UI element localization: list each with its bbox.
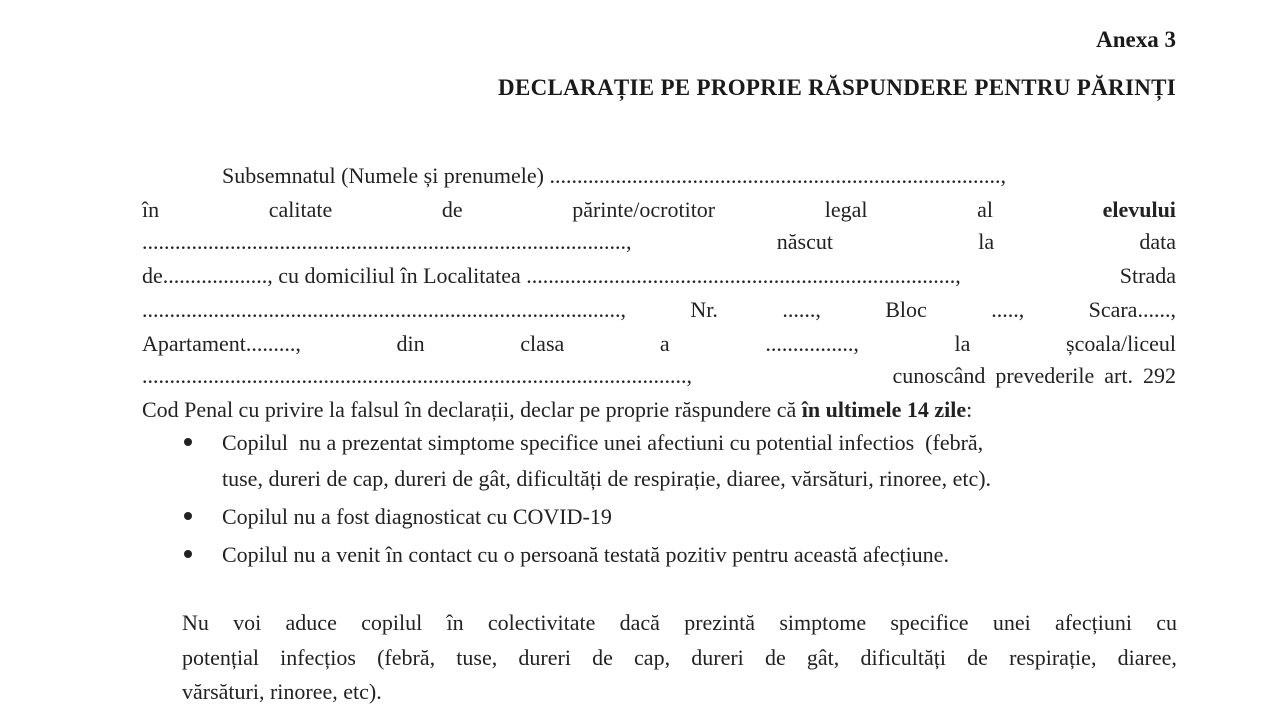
word: afecțiuni (1054, 610, 1132, 635)
form-line-address (142, 296, 1176, 324)
word: cunoscând (892, 363, 986, 388)
word-bold: elevului (1102, 197, 1176, 222)
word: simptome (779, 610, 867, 635)
word: dacă (619, 610, 660, 635)
number-blank: ......, (782, 297, 821, 322)
word: Bloc (885, 297, 927, 322)
word: diaree, (1117, 645, 1177, 670)
word: Nu (182, 610, 209, 635)
word: a (659, 331, 670, 356)
declaration-bold: în ultimele 14 zile (801, 397, 967, 422)
word: tuse, (456, 645, 498, 670)
birthdate-locality-blank: de..................., cu domiciliul în Localitatea .............................................................................., (142, 263, 961, 288)
bullet-1-line-1: Copilul nu a prezentat simptome specifice unei afectiuni cu potential infectios (febră, (222, 430, 984, 455)
word: prezintă (684, 610, 756, 635)
closing-line-2 (182, 644, 1177, 672)
word: al (977, 197, 993, 222)
word: legal (824, 197, 868, 222)
word: din (396, 331, 425, 356)
word: 292 (1143, 363, 1176, 388)
word: colectivitate (487, 610, 596, 635)
word: infecțios (280, 645, 356, 670)
bullet-3: Copilul nu a venit în contact cu o persoană testată pozitiv pentru această afecțiune. (222, 542, 949, 567)
student-name-blank: ........................................................................................, (142, 229, 632, 254)
bullet-2: Copilul nu a fost diagnosticat cu COVID-19 (222, 504, 612, 529)
class-blank: ................, (765, 331, 859, 356)
word: aduce (285, 610, 337, 635)
word: Nr. (690, 297, 718, 322)
word: (febră, (377, 645, 436, 670)
word: cap, (634, 645, 671, 670)
word: în (446, 610, 464, 635)
word: specifice (890, 610, 969, 635)
word: Strada (1119, 263, 1176, 288)
word: cu (1156, 610, 1177, 635)
word-group (893, 362, 1177, 390)
block-blank: ....., (991, 297, 1025, 322)
word: de (592, 645, 613, 670)
word: voi (233, 610, 262, 635)
word: dureri (518, 645, 571, 670)
form-line-class (142, 330, 1176, 358)
form-line-student (142, 228, 1176, 256)
word: dureri (691, 645, 744, 670)
annex-label: Anexa 3 (1096, 27, 1176, 52)
word: respirație, (1009, 645, 1097, 670)
word: dificultăți (860, 645, 946, 670)
word: școala/liceul (1066, 331, 1176, 356)
word: gât, (806, 645, 840, 670)
word: la (954, 331, 971, 356)
word: născut (776, 229, 833, 254)
word: clasa (520, 331, 565, 356)
word: în (142, 197, 160, 222)
word: de (967, 645, 988, 670)
declaration-text: Cod Penal cu privire la falsul în declarații, declar pe proprie răspundere că (142, 397, 802, 422)
word: de (441, 197, 463, 222)
form-line-domicile (142, 262, 1176, 290)
form-line-quality (142, 196, 1176, 224)
apartment-blank: Apartament........., (142, 331, 301, 356)
word: la (978, 229, 995, 254)
word: părinte/ocrotitor (572, 197, 716, 222)
word: potențial (182, 645, 259, 670)
word: prevederile (995, 363, 1095, 388)
closing-line-1 (182, 609, 1177, 637)
word: art. (1104, 363, 1133, 388)
form-line-name: Subsemnatul (Numele și prenumele) .................................................................................., (222, 163, 1006, 188)
bullet-dot (184, 512, 192, 520)
form-line-declaration (142, 396, 972, 424)
word: data (1139, 229, 1176, 254)
street-blank: ......................................................................................., (142, 297, 626, 322)
word: copilul (361, 610, 423, 635)
word: unei (992, 610, 1031, 635)
word: de (764, 645, 786, 670)
word: calitate (268, 197, 333, 222)
bullet-dot (184, 550, 192, 558)
form-line-school (142, 362, 1176, 390)
staircase-blank: Scara......, (1088, 297, 1176, 322)
closing-line-3: vărsături, rinoree, etc). (182, 679, 382, 704)
bullet-dot (184, 438, 192, 446)
document-title: DECLARAȚIE PE PROPRIE RĂSPUNDERE PENTRU PĂRINȚI (498, 75, 1176, 100)
school-blank: ..................................................................................................., (142, 363, 692, 388)
declaration-colon: : (966, 397, 973, 422)
bullet-1-line-2: tuse, dureri de cap, dureri de gât, dificultăți de respirație, diaree, vărsături, rinoree, etc). (222, 466, 992, 491)
